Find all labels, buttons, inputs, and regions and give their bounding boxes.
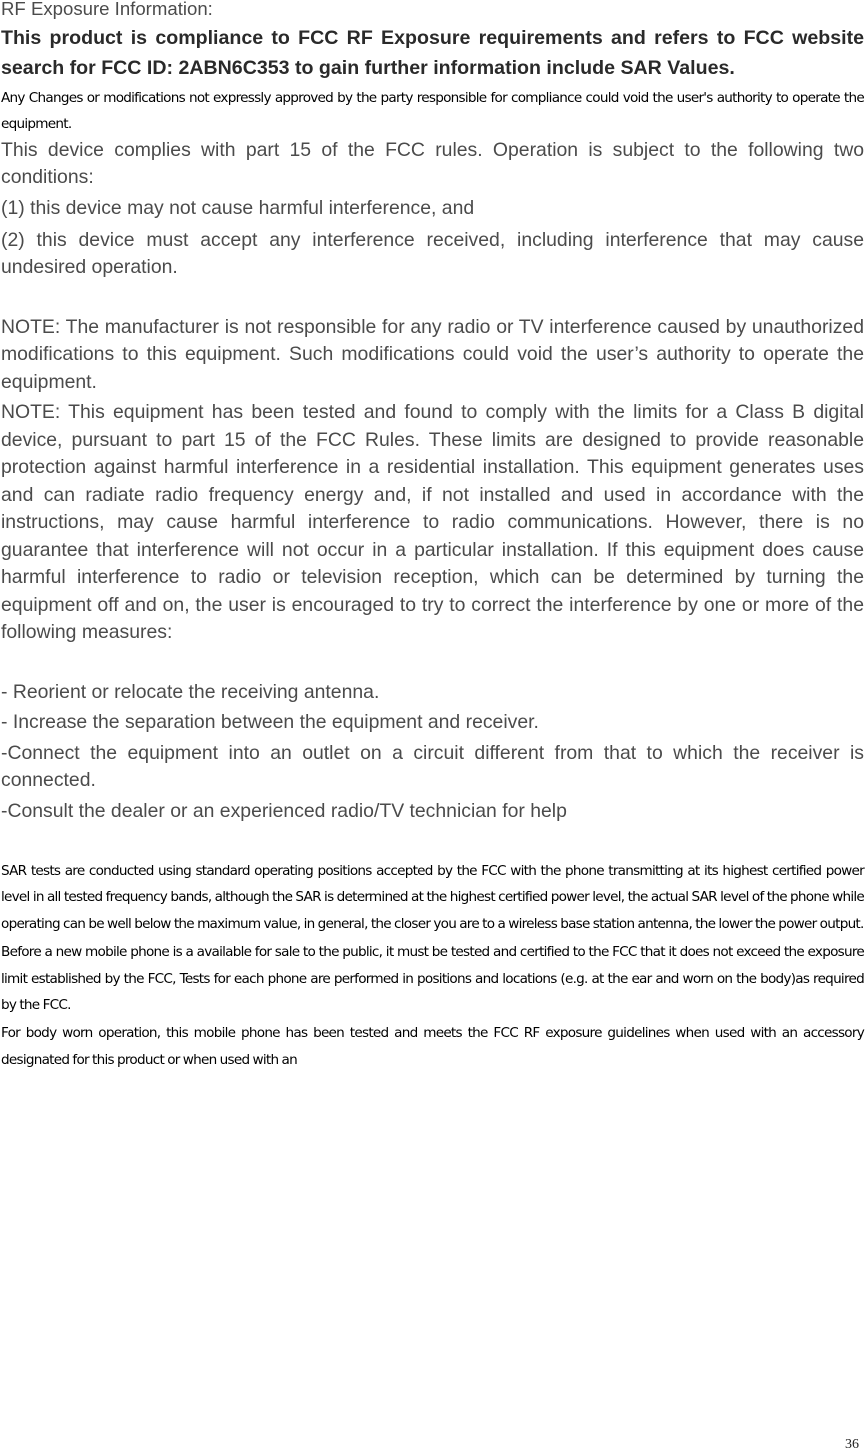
measure-item: - Reorient or relocate the receiving antenna.	[1, 680, 380, 703]
spacer	[1, 647, 864, 677]
section-heading: RF Exposure Information:	[1, 0, 213, 19]
note-manufacturer: NOTE: The manufacturer is not responsible for any radio or TV interference caused by unauthorized modifications to this equipment. Such modifications could void the user’s authority to operate the equipment.	[1, 315, 864, 393]
condition-2: (2) this device must accept any interference received, including interference that may cause undesired operation.	[1, 229, 864, 279]
changes-warning: Any Changes or modifications not expressly approved by the party responsible for compliance could void the user's authority to operate the equipment.	[1, 90, 864, 133]
testing-paragraph: Before a new mobile phone is a available for sale to the public, it must be tested and certified to the FCC that it does not exceed the exposure limit established by the FCC, Tests for each phone are performed in positions and locations (e.g. at the ear and worn on the body)as required by the FCC.	[1, 944, 864, 1014]
body-worn-paragraph: For body worn operation, this mobile phone has been tested and meets the FCC RF exposure guidelines when used with an accessory designated for this product or when used with an	[1, 1025, 864, 1068]
document-page	[1, 0, 864, 1073]
spacer	[1, 825, 864, 855]
measure-item: -Consult the dealer or an experienced radio/TV technician for help	[1, 799, 567, 822]
part15-intro: This device complies with part 15 of the FCC rules. Operation is subject to the following two conditions:	[1, 138, 864, 189]
compliance-statement: This product is compliance to FCC RF Exposure requirements and refers to FCC website search for FCC ID: 2ABN6C353 to gain further information include SAR Values.	[1, 27, 864, 79]
condition-1: (1) this device may not cause harmful interference, and	[1, 196, 475, 219]
note-class-b: NOTE: This equipment has been tested and found to comply with the limits for a Class B digital device, pursuant to part 15 of the FCC Rules. These limits are designed to provide reasonable protection against harmful interference in a residential installation. This equipment generates uses and can radiate radio frequency energy and, if not installed and used in accordance with the instructions, may cause harmful interference to radio communications. However, there is no guarantee that interference will not occur in a particular installation. If this equipment does cause harmful interference to radio or television reception, which can be determined by turning the equipment off and on, the user is encouraged to try to correct the interference by one or more of the following measures:	[1, 401, 864, 644]
spacer	[1, 282, 864, 312]
page-number: 36	[845, 1437, 859, 1452]
measure-item: - Increase the separation between the equipment and receiver.	[1, 711, 539, 734]
measure-item: -Connect the equipment into an outlet on a circuit different from that to which the receiver is connected.	[1, 741, 864, 792]
sar-paragraph: SAR tests are conducted using standard operating positions accepted by the FCC with the phone transmitting at its highest certified power level in all tested frequency bands, although the SAR is determined at the highest certified power level, the actual SAR level of the phone while operating can be well below the maximum value, in general, the closer you are to a wireless base station antenna, the lower the power output.	[1, 863, 864, 932]
